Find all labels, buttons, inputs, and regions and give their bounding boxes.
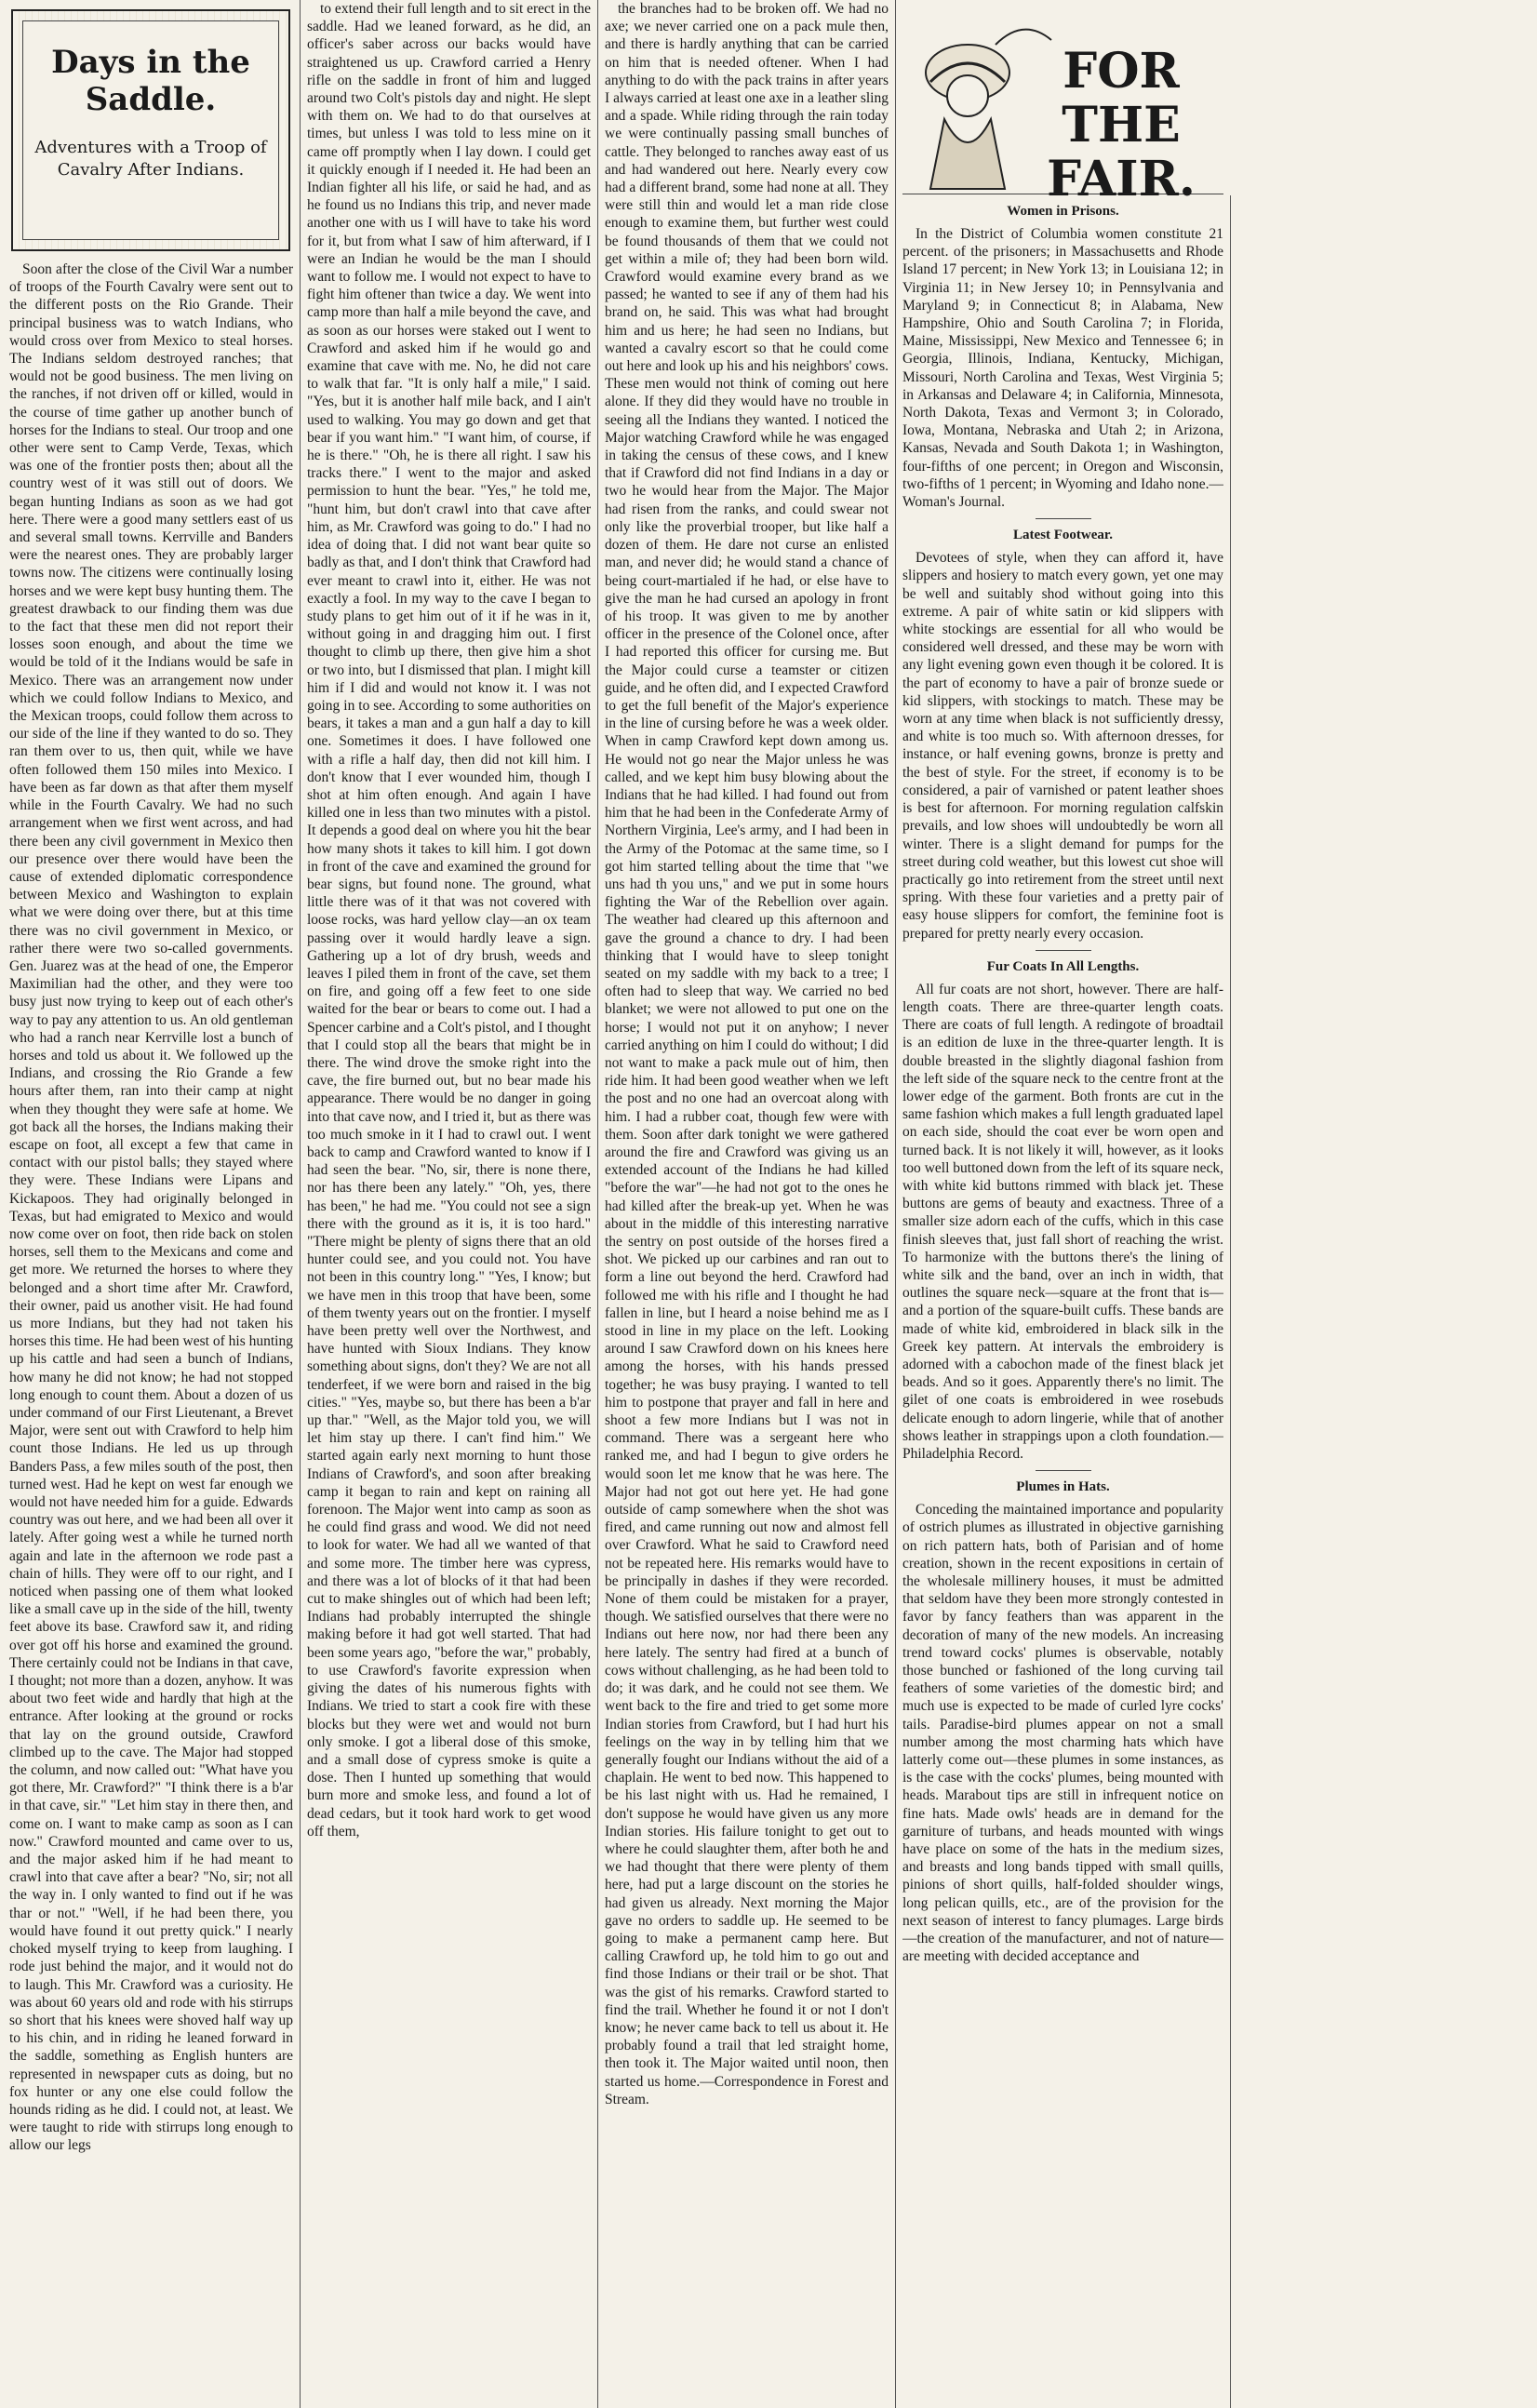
days-column-2-text: to extend their full length and to sit erect in the saddle. Had we leaned forward, as he did, an officer's saber across our backs would have straightened us up. Crawford carried a Henry rifle on the saddle in front of him and lugged around two Colt's pistols day and night. He slept with them on. We had to do that ourselves at times, but unless I was told to less mine on it came off promptly when I lay down. I could get it quickly enough if I needed it. He had been an Indian fighter all his life, or said he had, and as he found us no Indians this trip, and never made another one with us I will have to take his word for it, but from what I saw of him afterward, if I were an Indian he would be the man I should want to follow me. I would not expect to have to fight him oftener than twice a day. We went into camp more than half a mile beyond the cave, and as soon as our horses were staked out I went to Crawford and asked him if he would go and examine that cave with me. No, he did not care to walk that far. "It is only half a mile," I said. "Yes, but it is another half mile back, and I ain't used to walking. You may go down and get that bear if you want him." "I want him, of course, if he is there." "Oh, he is there all right. I saw his tracks there." I went to the major and asked permission to hunt the bear. "Yes," he told me, "hunt him, but don't crawl into that cave after him, as Mr. Crawford was going to do." I had no idea of doing that. I did not want bear quite so badly as that, and I don't think that Crawford had ever meant to crawl into it, either. He was not exactly a fool. In my way to the cave I began to study plans to get him out of it if he was in it, without going in and dragging him out. I first thought to climb up there, then give him a shot or two into, but I dismissed that plan. I might kill him if I did and would not know it. I was not going in to see. According to some authorities on bears, it takes a man and a gun half a day to kill one. Sometimes it does. I have followed one with a rifle a half day, then did not kill him. I don't know that I ever wounded him, though I shot at him often enough. And again I have killed one in less than two minutes with a pistol. It depends a good deal on where you hit the bear how many shots it takes to kill him. I got down in front of the cave and examined the ground for bear signs, but found none. The ground, what little there was of it that was not covered with loose rocks, was hard yellow clay—an ox team passing over it would hardly leave a sign. Gathering up a lot of dry brush, weeds and leaves I piled them in front of the cave, set them on fire, and going off a few feet to one side waited for the bear or bears to come out. I had a Spencer carbine and a Colt's pistol, and I thought that I could stop all the bears that might be in there. The wind drove the smoke right into the cave, the fire burned out, but no bear made his appearance. There would be no danger in going into that cave now, and I tried it, but as there was too much smoke in it I had to crawl out. I went back to camp and Crawford wanted to know if I had seen the bear. "No, sir, there is none there, nor has there been any lately." "Oh, yes, there has been," he had me. "You could not see a sign there with the ground as it is, it is too hard." "There might be plenty of signs there that an old hunter could see, and you could not. You have not been in this country long." "Yes, I know; but we have men in this troop that have been, some of them twenty years out on the frontier. I myself have been pretty well over the Northwest, and have hunted with Sioux Indians. They know something about signs, don't they? We are not all tenderfeet, if we were born and raised in the big cities." "Yes, maybe so, but there has been a b'ar up thar." "Well, as the Major told you, we will let him stay up there. I can't find him." We started again early next morning to hunt those Indians of Crawford's, and soon after breaking camp it began to rain and kept on raining all forenoon. The Major went into camp as soon as he could find grass and wood. We did not need to look for water. We had all we wanted of that and some more. The timber here was cypress, and there was a lot of blocks of it that had been cut to make shingles out of which had been left; Indians had probably interrupted the shingle making before it had got well started. That had been some years ago, "before the war," probably, to use Crawford's favorite expression when giving the dates of his numerous fights with Indians. We tried to start a cook fire with these blocks but they were wet and would not burn only smoke. I got a liberal dose of this smoke, and a small dose of cypress smoke is quite a dose. Then I hunted up something that would burn more and smoke less, and found a lot of dead cedars, but it took hard work to get wood off them, — [307, 1, 591, 1839]
divider — [1036, 950, 1091, 951]
days-header-inner — [22, 20, 279, 240]
column-rule — [1230, 195, 1231, 2408]
for-the-fair-header — [902, 7, 1223, 207]
column-rule — [895, 0, 896, 2408]
article-heading: Plumes in Hats. — [1016, 1479, 1110, 1495]
column-rule — [300, 0, 301, 2408]
days-column-1 — [9, 261, 293, 2401]
days-in-the-saddle-header — [11, 9, 290, 251]
divider — [1036, 1470, 1091, 1471]
days-column-3-text: the branches had to be broken off. We had no axe; we never carried one on a pack mule then, and there is hardly anything that can be carried on him that is needed oftener. When I had anything to do with the pack trains in after years I always carried at least one axe in a leather sling and a spade. While riding through the rain today we were continually passing small bunches of cattle. They belonged to ranches away east of us and had wandered out here. Nearly every cow had a different brand, some had none at all. They were still thin and would let a man ride close enough to examine them, but further west could be found thousands of them that we could not get within a mile of; they had been born wild. Crawford would examine every brand as we passed; he wanted to see if any of them had his brand on, he said. This was what had brought him and us here; he had seen no Indians, but wanted a cavalry escort so that he could come out here and look up his and his neighbors' cows. These men would not think of coming out here alone. If they did they would have no trouble in seeing all the Indians they wanted. I noticed the Major watching Crawford while he was engaged in taking the census of these cows, and I knew that if Crawford did not find Indians in a day or two he would hear from the Major. The Major had risen from the ranks, and could swear not only like the proverbial trooper, but like half a dozen of them. He dare not curse an enlisted man, and never did; he would stand a chance of being court-martialed if he had, or else have to give the man he had cursed an apology in front of his troop. It was given to me by another officer in the presence of the Colonel once, after I had reported this officer for cursing me. But the Major could curse a teamster or citizen guide, and he often did, and I expected Crawford to get the full benefit of the Major's experience in the line of cursing before he was a week older. When in camp Crawford kept down among us. He would not go near the Major unless he was called, and we kept him busy blowing about the Indians that he had killed. I had found out from him that he had been in the Confederate Army of Northern Virginia, Lee's army, and I had been in the Army of the Potomac at the same time, so I got him started telling about the time that "we uns had th you uns," and we put in some hours fighting the War of the Rebellion over again. The weather had cleared up this afternoon and gave the ground a chance to dry. I had been thinking that I would have to sleep tonight seated on my saddle with my back to a tree; I often had to sleep that way. We carried no bed blanket; we were not allowed to put one on the horse; I would not put it on anyhow; I never carried anything on him I could do without; I did not want to make a pack mule out of him, then ride him. It had been good weather when we left the post and no one had an overcoat along with him. I had a rubber coat, though few were with them. Soon after dark tonight we were gathered around the fire and Crawford was giving us an extended account of the Indians he had killed "before the war"—he had not got to the ones he had killed after the break-up yet. When he was about in the middle of this interesting narrative the sentry on post outside of the horses fired a shot. We picked up our carbines and ran out to form a line out beyond the herd. Crawford had followed me with his rifle and I thought he had fallen in line, but I heard a noise behind me as I stood in line in my place on the left. Looking around I saw Crawford down on his knees here among the horses, with his hands pressed together; he was busy praying. I wanted to tell him to postpone that prayer and fall in here and shoot a few more Indians but I was not in command. There was a sergeant here who ranked me, and had I begun to give orders he would soon let me know that he was here. The Major had not got out here yet. He had gone outside of camp somewhere when the shot was fired, and came running out now and almost fell over Crawford. What he said to Crawford need not be repeated here. His remarks would have to be principally in dashes if they were recorded. None of them could be mistaken for a prayer, though. We satisfied ourselves that there were no Indians out here now, nor had there been any here lately. The sentry had fired at a bunch of cows without challenging, as he had been told to do; it was dark, and he could not see them. We went back to the fire and tried to get some more Indian stories from Crawford, but I had hurt his feelings on the way in by telling him that we generally fought our Indians without the aid of a chaplain. He went to bed now. This happened to be his last night with us. Had he remained, I don't suppose he would have given us any more Indian stories. His failure tonight to get out to where he could slaughter them, after both he and we had thought that there were plenty of them here, had put a large discount on the stories he had given us already. Next morning the Major gave no orders to saddle up. He seemed to be going to make a permanent camp here. But calling Crawford up, he told him to go out and find those Indians or their trail or be shot. That was the gist of his remarks. Crawford started to find the trail. Whether he found it or not I don't know; he never came back to tell us about it. He probably found a trail that led straight home, then took it. The Major waited until noon, then started us home.—Correspondence in Forest and Stream. — [605, 1, 889, 2107]
days-column-3 — [605, 0, 889, 2408]
days-column-1-text: Soon after the close of the Civil War a number of troops of the Fourth Cavalry were sent out to the different posts on the Rio Grande. Their principal business was to watch Indians, who would cross over from Mexico to steal horses. The Indians seldom destroyed ranches; that would not be good business. The men living on the ranches, if not driven off or killed, would in the course of time gather up another bunch of horses for the Indians to steal. Our troop and one other were sent to Camp Verde, Texas, which was one of the frontier posts then; about all the country west of it was still out of doors. We began hunting Indians as soon as we had got here. There were a good many settlers east of us and several small towns. Kerrville and Banders were the nearest ones. They are probably larger towns now. The citizens were continually losing horses and we were kept busy hunting them. The greatest drawback to our finding them was due to the fact that these men did not report their losses soon enough, and about the time we would be told of it the Indians would be safe in Mexico. There was an arrangement now under which we could follow Indians to Mexico, and the Mexican troops, could follow them across to our side of the line if they wanted to do so. They ran them over to us, then quit, while we have often followed them 150 miles into Mexico. I have been as far down as that after them myself while in the Fourth Cavalry. We had no such arrangement when we first went across, and had there been any civil government in Mexico then our presence over there would have been the cause of extended diplomatic correspondence between Mexico and Washington to explain what we were doing over there, but at this time there was no civil government in Mexico, or rather there were two so-called governments. Gen. Juarez was at the head of one, the Emperor Maximilian had the other, and they were too busy just now trying to keep out of each other's way to pay any attention to us. An old gentleman who had a ranch near Kerrville lost a bunch of horses and told us about it. We followed up the Indians, and crossing the Rio Grande a few hours after them, ran into their camp at night when they thought they were safe at home. We got back all the horses, the Indians making their escape on foot, all except a few that came in contact with our pistol balls; they stayed where they were. These Indians were Lipans and Kickapoos. They had originally belonged in Texas, but had emigrated to Mexico and would now come over on foot, then ride back on stolen horses, sell them to the Mexicans and come and get more. We returned the horses to where they belonged and a short time after Mr. Crawford, their owner, paid us another visit. He had found us more Indians, but they had not taken his horses this time. He had been west of his hunting up his cattle and had seen a bunch of Indians, how many he did not know; he had not stopped long enough to count them. About a dozen of us under command of our First Lieutenant, a Brevet Major, were sent out with Crawford to help him count those Indians. He led us up through Banders Pass, a few miles south of the post, then turned west. Had he kept on west far enough we would not have needed him for a guide. Edwards country was out here, and we had been all over it lately. After going west a while he turned north again and late in the afternoon we rode past a chain of hills. They were off to our right, and I noticed when passing one of them what looked like a small cave up in the side of the hill, twenty feet above its base. Crawford saw it, and riding over got off his horse and examined the ground. There certainly could not be Indians in that cave, I thought; not more than a dozen, anyhow. It was about two feet wide and hardly that high at the entrance. After looking at the ground or rocks that lay on the ground outside, Crawford climbed up to the cave. The Major had stopped the column, and now called out: "What have you got there, Mr. Crawford?" "I think there is a b'ar in that cave, sir." "Let him stay in there then, and come on. I want to make camp as soon as I can now." Crawford mounted and came over to us, and the major asked him if he had meant to crawl into that cave after a bear? "No, sir; not all the way in. I only wanted to find out if he was thar or not." "Well, if he had been there, you would have found it out pretty quick." I nearly choked myself trying to keep from laughing. I rode just behind the major, and it would not do to laugh. This Mr. Crawford was a curiosity. He was about 60 years old and rode with his stirrups so short that his knees were shoved half way up to his chin, and in riding he leaned forward in the saddle, something as English hunters are represented in newspaper cuts as doing, but no fox hunter or any one else could follow the hounds riding as he did. I could not, at least. We were taught to ride with stirrups long enough to allow our legs — [9, 261, 293, 2154]
fair-article-women-in-prisons — [902, 203, 1223, 511]
article-text: In the District of Columbia women constitute 21 percent. of the prisoners; in Massachusetts and Rhode Island 17 percent; in New York 13; in Louisiana 12; in Virginia 11; in New Jersey 10; in Pennsylvania and Maryland 9; in Connecticut 8; in Alabama, New Hampshire, Ohio and South Carolina 7; in Florida, Maine, Mississippi, New Mexico and Tennessee 6; in Georgia, Illinois, Indiana, Kentucky, Michigan, Missouri, North Carolina and Texas, West Virginia 5; in Arkansas and Delaware 4; in California, Minnesota, North Dakota, Texas and Vermont 3; in Colorado, Iowa, Montana, Nebraska and Utah 2; in Arizona, Kansas, Nevada and South Dakota 1; in Washington, four-fifths of one percent; in Oregon and Wisconsin, two-fifths of 1 percent; in Wyoming and Idaho none.—Woman's Journal. — [902, 226, 1223, 511]
article-heading: Fur Coats In All Lengths. — [986, 958, 1140, 974]
fair-article-plumes-in-hats — [902, 1478, 1223, 1965]
fair-column-1 — [902, 195, 1223, 2401]
column-rule — [597, 0, 598, 2408]
article-heading: Latest Footwear. — [1013, 528, 1113, 543]
days-column-2 — [307, 0, 591, 2408]
article-text: All fur coats are not short, however. There are half-length coats. There are three-quarter length coats. There are coats of full length. A redingote of broadtail is an edition de luxe in the three-quarter length. It is double breasted in the slightly diagonal fashion from the left side of the square neck to the centre front at the lower edge of the garment. Both fronts are cut in the same fashion which makes a full length graduated lapel on each side, should the coat ever be worn open and turned back. It is not likely it will, however, as it looks too well buttoned down from the left of its square neck, with white kid buttons rimmed with black jet. These buttons are gems of beauty and exactness. Three of a smaller size adorn each of the cuffs, which in this case finish sleeves that, just fall short of reaching the wrist. To harmonize with the buttons there's the lining of white silk and the band, over an inch in width, that outlines the square neck—square at the front that is—and a portion of the square-built cuffs. These bands are made of white kid, embroidered in black silk in the Greek key pattern. At intervals the embroidery is adorned with a cabochon made of the finest black jet beads. And so it goes. Apparently there's no limit. The gilet of one coats is embroidered in wee rosebuds delicate enough to adorn lingerie, while that of another shows leather in strappings upon a cloth foundation.—Philadelphia Record. — [902, 981, 1223, 1462]
article-text: Devotees of style, when they can afford it, have slippers and hosiery to match every gown, yet one may be well and suitably shod without going into this extreme. A pair of white satin or kid slippers with white stockings are essential for all who would be considered well dressed, and these may be worn with any light evening gown even though it be colored. It is the part of economy to have a pair of bronze suede or kid slippers, with stockings to match. These may be worn at any time when black is not sufficiently dressy, and white is too much so. With afternoon dresses, for instance, or half evening gowns, bronze is pretty and the best of style. For the street, if economy is to be considered, a pair of varnished or patent leather shoes is best for afternoon. For morning regulation calfskin prevails, and low shoes will undoubtedly be worn all winter. There is a slight demand for pumps for the street during cold weather, but this lowest cut shoe will practically go into retirement from the street until next spring. With these four varieties and a pretty pair of easy house slippers for comfort, the feminine foot is prepared for pretty nearly every occasion. — [902, 550, 1223, 942]
article-text: Conceding the maintained importance and popularity of ostrich plumes as illustrated in objective garnishing on rich pattern hats, both of Parisian and of home creation, shown in the recent expositions in certain of the wholesale millinery houses, it must be admitted that seldom have they been more strongly contested in favor by fancy feathers than was apparent in the decoration of many of the new models. An increasing trend toward cocks' plumes is observable, notably those bunched or fashioned of the long curving tail feathers of some varieties of the domestic bird; and much use is expected to be made of curled lyre cocks' tails. Paradise-bird plumes appear on not a small number among the most charming hats which have latterly come out—these plumes in some instances, as is the case with the cocks' plumes, being mounted with heads. Marabout tips are still in infrequent notice on fine hats. Made owls' heads are in demand for the garniture of turbans, and heads mounted with wings have place on some of the hats in the medium sizes, and breasts and long bands tipped with small quills, pinions of short quills, half-folded shoulder wings, long pelican quills, etc., are of the provision for the next season of interest to fancy plumages. Large birds—the creation of the manufacturer, and not of nature—are meeting with decided acceptance and — [902, 1502, 1223, 1965]
fair-title: FOR THE FAIR. — [1047, 43, 1196, 207]
article-heading: Women in Prisons. — [1007, 204, 1119, 219]
fair-article-latest-footwear — [902, 527, 1223, 942]
divider — [1036, 518, 1091, 519]
days-title: Days in the Saddle. — [51, 44, 250, 118]
fair-article-fur-coats — [902, 958, 1223, 1463]
days-subtitle: Adventures with a Troop of Cavalry After Indians. — [34, 138, 267, 180]
